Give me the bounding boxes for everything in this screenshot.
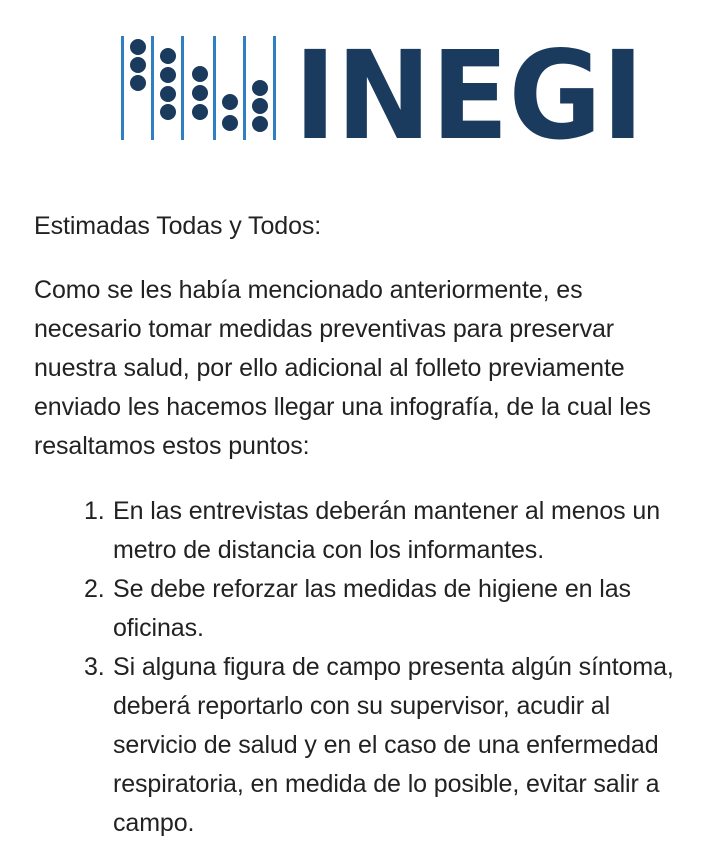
inegi-logo: [118, 34, 648, 142]
list-item: [0, 492, 700, 570]
list-item-number: 2.: [84, 575, 105, 603]
inegi-logo-graphic: [118, 34, 648, 142]
list-item: [0, 570, 700, 648]
list-item-number: 1.: [84, 497, 105, 525]
logo-wordmark: INEGI: [294, 34, 644, 142]
list-item-text: Se debe reforzar las medidas de higiene en las oficinas.: [113, 575, 631, 642]
intro-paragraph: Como se les había mencionado anteriormente, es necesario tomar medidas preventivas para preservar nuestra salud, por ello adicional al folleto previamente enviado les hacemos llegar una infografía, de la cual les resaltamos estos puntos:: [34, 276, 651, 460]
list-item-number: 3.: [84, 653, 105, 681]
list-item: [0, 648, 700, 843]
list-item-text: Si alguna figura de campo presenta algún síntoma, deberá reportarlo con su supervisor, acudir al servicio de salud y en el caso de una enfermedad respiratoria, en medida de lo posible, evitar salir a campo.: [113, 653, 674, 837]
list-item-text: En las entrevistas deberán mantener al menos un metro de distancia con los informantes.: [113, 497, 661, 564]
points-list: [0, 492, 700, 843]
greeting: Estimadas Todas y Todos:: [34, 212, 322, 240]
